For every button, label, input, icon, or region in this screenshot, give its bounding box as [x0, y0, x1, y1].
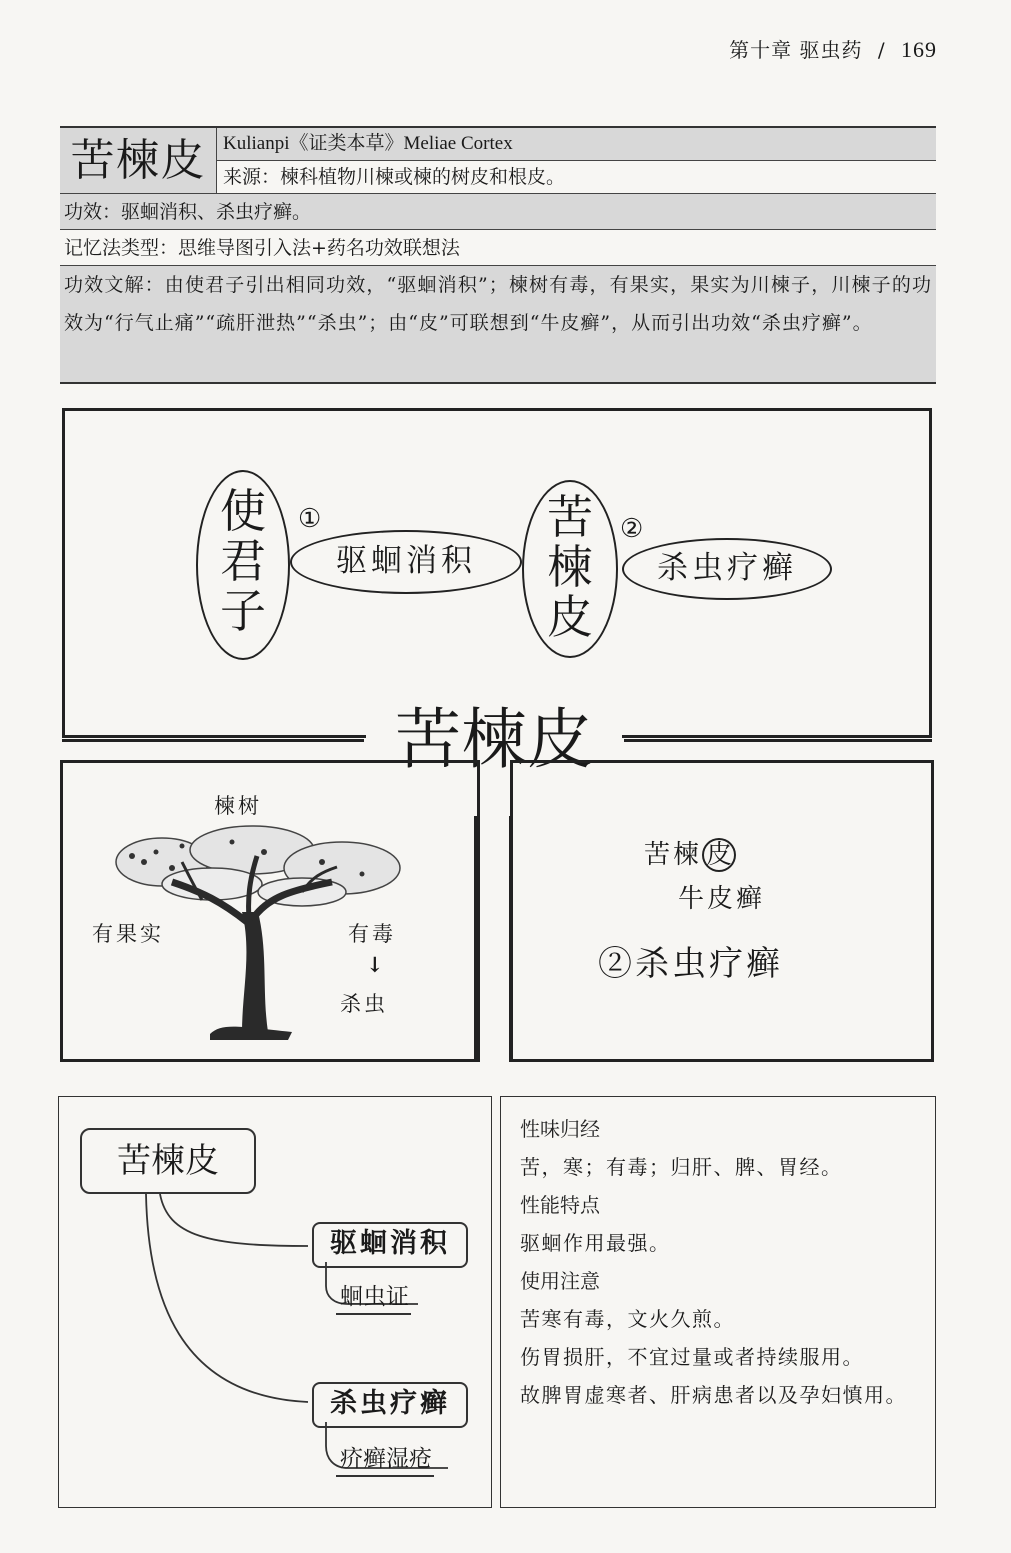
properties-text-features: 驱蛔作用最强。 — [520, 1231, 671, 1255]
memory-type-row: 记忆法类型：思维导图引入法+药名功效联想法 — [60, 230, 936, 266]
mind-map-leaf-jiexuan: 疥癣湿疮 — [336, 1440, 434, 1477]
properties-heading-taste: 性味归经 — [520, 1117, 600, 1141]
mind-map-branch-quhui: 驱蛔消积 — [312, 1222, 468, 1268]
chapter-title: 第十章 驱虫药 — [729, 38, 863, 62]
herb-title-row — [60, 128, 936, 194]
header-separator: / — [877, 38, 886, 62]
panel-divider-line — [509, 816, 512, 1062]
properties-text — [520, 1110, 920, 1414]
herb-title-details — [217, 128, 936, 193]
kill-insects-label: 杀虫 — [340, 992, 388, 1016]
effect-sha-chong-label: 杀虫疗癣 — [657, 550, 797, 586]
mind-map-branch-shachong: 杀虫疗癣 — [312, 1382, 468, 1428]
shijunzi-char: 子 — [220, 584, 266, 638]
properties-text-caution-3: 故脾胃虚寒者、肝病患者以及孕妇慎用。 — [520, 1383, 907, 1407]
tree-label: 楝树 — [214, 794, 262, 818]
kulianpi-char: 皮 — [547, 590, 593, 644]
pi-char-circled: 皮 — [702, 838, 736, 872]
properties-text-taste: 苦，寒；有毒；归肝、脾、胃经。 — [520, 1155, 843, 1179]
mind-map-root: 苦楝皮 — [80, 1128, 256, 1194]
kulian-prefix: 苦楝 — [644, 840, 703, 870]
properties-text-caution-1: 苦寒有毒，文火久煎。 — [520, 1307, 735, 1331]
herb-latin-name: Kulianpi《证类本草》Meliae Cortex — [217, 128, 936, 161]
title-divider-left — [62, 739, 364, 742]
panel-divider-line — [474, 816, 477, 1062]
step-two-mark: ② — [620, 514, 644, 544]
effect-two-label: ②杀虫疗癣 — [598, 944, 783, 984]
kulianpi-char: 苦 — [547, 490, 593, 544]
properties-heading-cautions: 使用注意 — [520, 1269, 600, 1293]
fruit-label: 有果实 — [92, 922, 164, 946]
effect-qu-hui-ellipse — [290, 530, 522, 594]
herb-source: 来源：楝科植物川楝或楝的树皮和根皮。 — [223, 166, 566, 188]
niupi-xuan-label: 牛皮癣 — [678, 884, 766, 914]
step-one-mark: ① — [298, 504, 322, 534]
efficacy-row: 功效：驱蛔消积、杀虫疗癣。 — [60, 194, 936, 230]
kulianpi-char: 楝 — [547, 540, 593, 594]
title-divider-right — [624, 739, 932, 742]
shijunzi-char: 君 — [220, 534, 266, 588]
properties-heading-features: 性能特点 — [520, 1193, 600, 1217]
herb-name: 苦楝皮 — [60, 128, 217, 193]
efficacy-explanation: 功效文解：由使君子引出相同功效，“驱蛔消积”；楝树有毒，有果实，果实为川楝子，川楝子的功效为“行气止痛”“疏肝泄热”“杀虫”；由“皮”可联想到“牛皮癣”，从而引出功效“杀虫疗癣”。 — [60, 266, 936, 382]
shijunzi-ellipse — [196, 470, 290, 660]
shijunzi-char: 使 — [220, 484, 266, 538]
properties-text-caution-2: 伤胃损肝，不宜过量或者持续服用。 — [520, 1345, 864, 1369]
kulianpi-text — [644, 834, 736, 872]
arrow-down-icon: ↓ — [366, 952, 387, 977]
toxic-label: 有毒 — [348, 922, 396, 946]
mind-map-leaf-huichong: 蛔虫证 — [336, 1278, 411, 1315]
page-number: 169 — [901, 37, 937, 62]
kulianpi-ellipse — [522, 480, 618, 658]
effect-sha-chong-ellipse — [622, 538, 832, 600]
mnemonic-big-title: 苦楝皮 — [366, 700, 622, 780]
effect-qu-hui-label: 驱蛔消积 — [336, 543, 476, 579]
herb-info-table — [60, 126, 936, 384]
running-header — [729, 34, 937, 63]
